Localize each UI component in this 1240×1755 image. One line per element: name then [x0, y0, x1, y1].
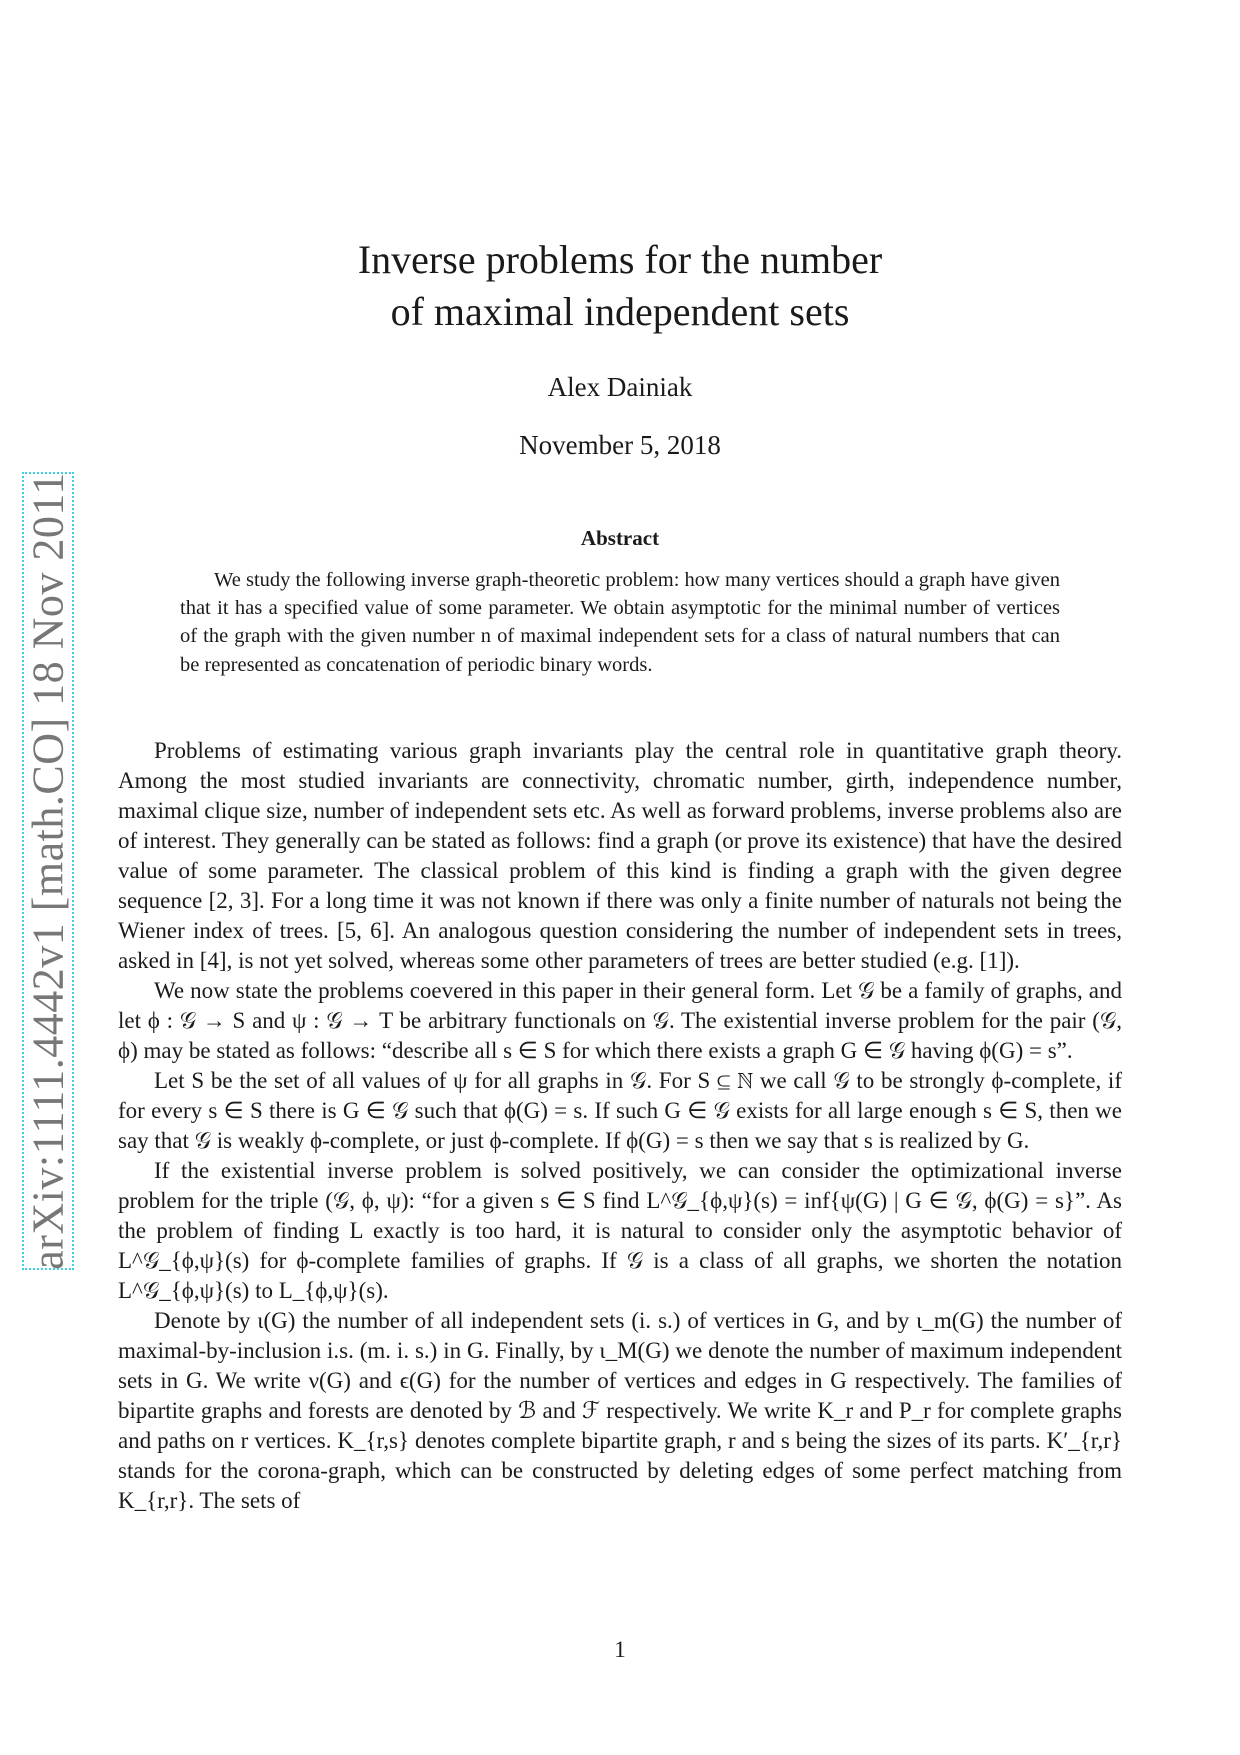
paragraph-3: Let S be the set of all values of ψ for all graphs in 𝒢. For S ⊆ ℕ we call 𝒢 to be strongly ϕ-complete, if for every s ∈ S there is G ∈ 𝒢 such that ϕ(G) = s. If such G ∈ 𝒢 exists for all large enough s ∈ S, then we say that 𝒢 is weakly ϕ-complete, or just ϕ-complete. If ϕ(G) = s then we say that s is realized by G.: [118, 1068, 1122, 1153]
paragraph-2: We now state the problems coevered in this paper in their general form. Let 𝒢 be a family of graphs, and let ϕ : 𝒢 → S and ψ : 𝒢 → T be arbitrary functionals on 𝒢. The existential inverse problem for the pair (𝒢, ϕ) may be stated as follows: “describe all s ∈ S for which there exists a graph G ∈ 𝒢 having ϕ(G) = s”.: [118, 978, 1122, 1063]
abstract-text: We study the following inverse graph-theoretic problem: how many vertices should a graph have given that it has a specified value of some parameter. We obtain asymptotic for the minimal number of vertices of the graph with the given number n of maximal independent sets for a class of natural numbers that can be represented as concatenation of periodic binary words.: [180, 569, 1060, 676]
abstract-heading: Abstract: [580, 526, 660, 550]
paper-title: [0, 234, 1240, 338]
body-text: [118, 736, 1122, 1516]
arxiv-stamp: [22, 472, 74, 1270]
title-line-2: of maximal independent sets: [390, 289, 850, 334]
title-line-1: Inverse problems for the number: [357, 237, 883, 282]
paragraph-1: Problems of estimating various graph invariants play the central role in quantitative graph theory. Among the most studied invariants are connectivity, chromatic number, girth, independence number, maximal clique size, number of independent sets etc. As well as forward problems, inverse problems also are of interest. They generally can be stated as follows: find a graph (or prove its existence) that have the desired value of some parameter. The classical problem of this kind is finding a graph with the given degree sequence [2, 3]. For a long time it was not known if there was only a finite number of naturals not being the Wiener index of trees. [5, 6]. An analogous question considering the number of independent sets in trees, asked in [4], is not yet solved, whereas some other parameters of trees are better studied (e.g. [1]).: [118, 738, 1122, 973]
paragraph-5: Denote by ι(G) the number of all independent sets (i. s.) of vertices in G, and by ι_m(G) the number of maximal-by-inclusion i.s. (m. i. s.) in G. Finally, by ι_M(G) we denote the number of maximum independent sets in G. We write ν(G) and ϵ(G) for the number of vertices and edges in G respectively. The families of bipartite graphs and forests are denoted by ℬ and ℱ respectively. We write K_r and P_r for complete graphs and paths on r vertices. K_{r,s} denotes complete bipartite graph, r and s being the sizes of its parts. K′_{r,r} stands for the corona-graph, which can be constructed by deleting edges of some perfect matching from K_{r,r}. The sets of: [118, 1308, 1122, 1513]
paragraph-4: If the existential inverse problem is solved positively, we can consider the optimizational inverse problem for the triple (𝒢, ϕ, ψ): “for a given s ∈ S find L^𝒢_{ϕ,ψ}(s) = inf{ψ(G) | G ∈ 𝒢, ϕ(G) = s}”. As the problem of finding L exactly is too hard, it is natural to consider only the asymptotic behavior of L^𝒢_{ϕ,ψ}(s) for ϕ-complete families of graphs. If 𝒢 is a class of all graphs, we shorten the notation L^𝒢_{ϕ,ψ}(s) to L_{ϕ,ψ}(s).: [118, 1158, 1122, 1303]
date: November 5, 2018: [519, 430, 721, 460]
page-number: 1: [614, 1637, 626, 1662]
arxiv-stamp-text: arXiv:1111.4442v1 [math.CO] 18 Nov 2011: [23, 472, 73, 1270]
author: Alex Dainiak: [547, 372, 693, 402]
